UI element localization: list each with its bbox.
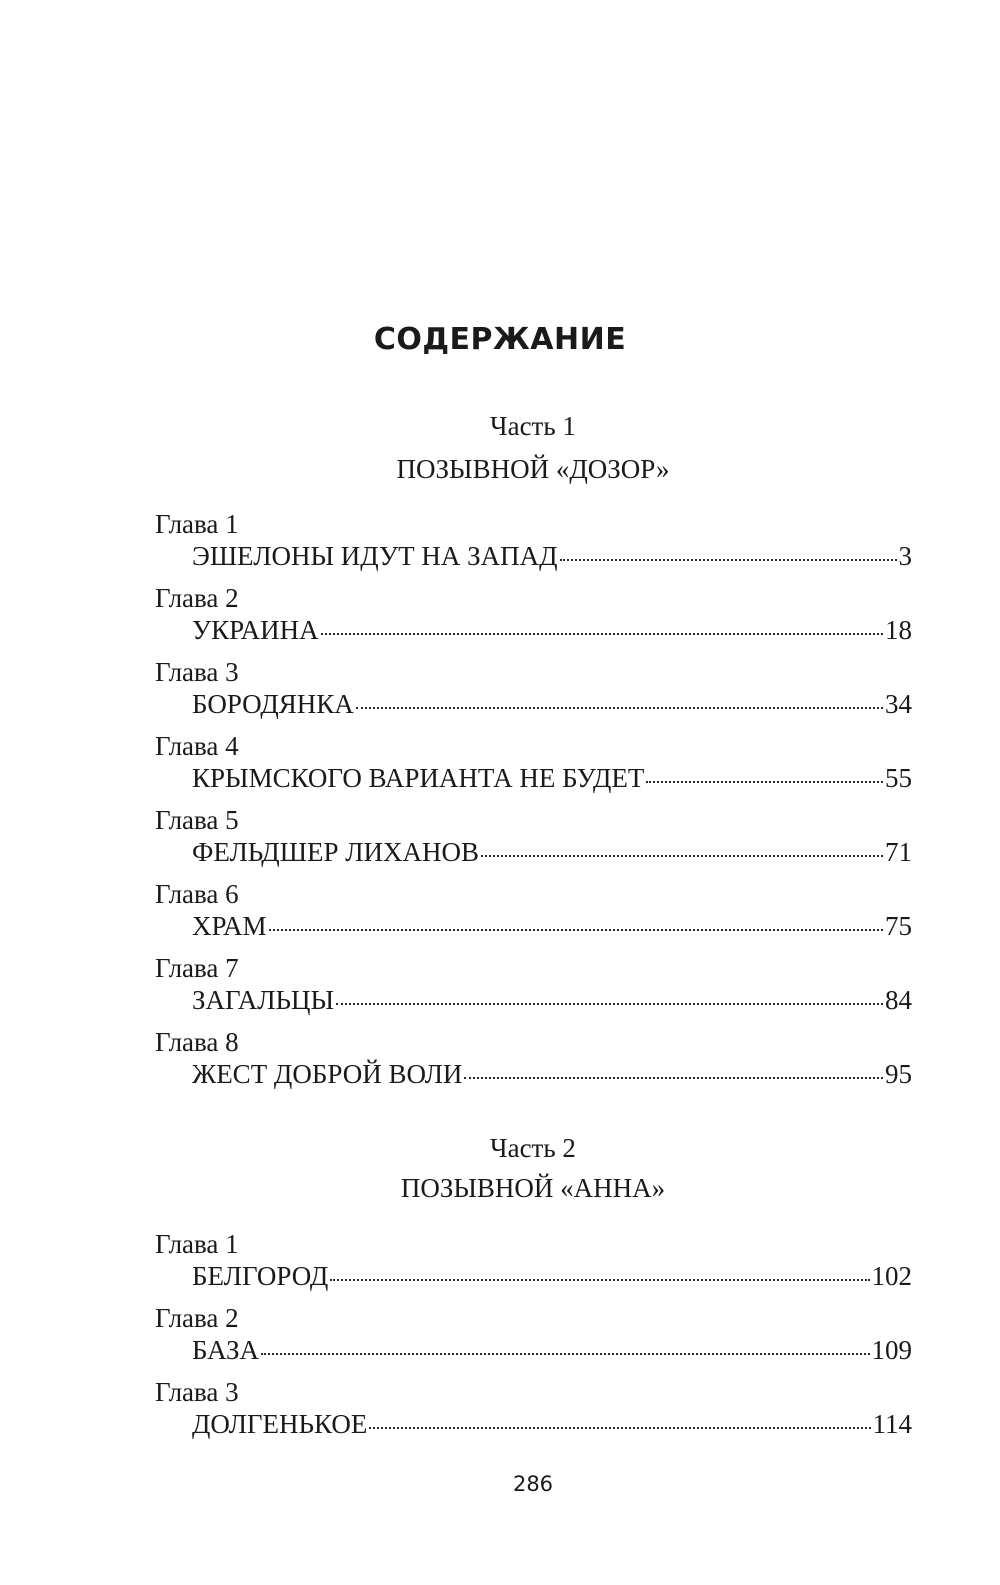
chapter-page-number: 55 xyxy=(885,763,912,793)
part-1-chapter-1-entry[interactable] xyxy=(192,540,912,572)
chapter-page-number: 95 xyxy=(885,1059,912,1089)
part-1-chapter-3-entry[interactable] xyxy=(192,688,912,720)
chapter-title: ХРАМ xyxy=(192,911,267,941)
chapter-title: БОРОДЯНКА xyxy=(192,689,354,719)
part-1-chapter-4-label: Глава 4 xyxy=(155,731,239,761)
dot-leader xyxy=(646,781,883,783)
chapter-title: ФЕЛЬДШЕР ЛИХАНОВ xyxy=(192,837,480,867)
chapter-title: ЭШЕЛОНЫ ИДУТ НА ЗАПАД xyxy=(192,541,558,571)
chapter-title: КРЫМСКОГО ВАРИАНТА НЕ БУДЕТ xyxy=(192,763,645,793)
chapter-page-number: 109 xyxy=(871,1335,912,1365)
dot-leader xyxy=(336,1003,883,1005)
chapter-page-number: 34 xyxy=(885,689,912,719)
chapter-page-number: 18 xyxy=(885,615,912,645)
chapter-page-number: 114 xyxy=(872,1409,912,1439)
part-2-chapter-1-label: Глава 1 xyxy=(155,1229,239,1259)
chapter-page-number: 75 xyxy=(885,911,912,941)
chapter-page-number: 84 xyxy=(885,985,912,1015)
part-2-chapter-2-entry[interactable] xyxy=(192,1334,912,1366)
part-1-chapter-2-entry[interactable] xyxy=(192,614,912,646)
dot-leader xyxy=(369,1427,870,1429)
part-1-chapter-5-entry[interactable] xyxy=(192,836,912,868)
chapter-title: УКРАИНА xyxy=(192,615,319,645)
part-2-number: Часть 2 xyxy=(490,1133,576,1163)
chapter-page-number: 71 xyxy=(885,837,912,867)
part-1-chapter-1-label: Глава 1 xyxy=(155,509,239,539)
chapter-title: БЕЛГОРОД xyxy=(192,1261,329,1291)
part-1-number: Часть 1 xyxy=(490,411,576,441)
page-number: 286 xyxy=(512,1472,554,1496)
part-1-chapter-4-entry[interactable] xyxy=(192,762,912,794)
part-1-chapter-8-entry[interactable] xyxy=(192,1058,912,1090)
part-1-chapter-6-entry[interactable] xyxy=(192,910,912,942)
chapter-title: ЖЕСТ ДОБРОЙ ВОЛИ xyxy=(192,1059,463,1089)
dot-leader xyxy=(464,1077,883,1079)
part-2-chapter-2-label: Глава 2 xyxy=(155,1303,239,1333)
part-1-title: ПОЗЫВНОЙ «ДОЗОР» xyxy=(396,454,670,484)
part-2-chapter-3-entry[interactable] xyxy=(192,1408,912,1440)
chapter-page-number: 102 xyxy=(871,1261,912,1291)
part-2-title: ПОЗЫВНОЙ «АННА» xyxy=(400,1173,666,1203)
dot-leader xyxy=(321,633,883,635)
part-1-chapter-5-label: Глава 5 xyxy=(155,805,239,835)
part-1-chapter-3-label: Глава 3 xyxy=(155,657,239,687)
chapter-title: БАЗА xyxy=(192,1335,259,1365)
dot-leader xyxy=(356,707,883,709)
dot-leader xyxy=(269,929,883,931)
part-1-chapter-8-label: Глава 8 xyxy=(155,1027,239,1057)
chapter-page-number: 3 xyxy=(898,541,912,571)
part-1-chapter-6-label: Глава 6 xyxy=(155,879,239,909)
part-1-chapter-2-label: Глава 2 xyxy=(155,583,239,613)
part-2-chapter-1-entry[interactable] xyxy=(192,1260,912,1292)
part-1-chapter-7-entry[interactable] xyxy=(192,984,912,1016)
part-1-chapter-7-label: Глава 7 xyxy=(155,953,239,983)
chapter-title: ДОЛГЕНЬКОЕ xyxy=(192,1409,368,1439)
dot-leader xyxy=(330,1279,869,1281)
dot-leader xyxy=(560,559,897,561)
chapter-title: ЗАГАЛЬЦЫ xyxy=(192,985,335,1015)
dot-leader xyxy=(481,855,883,857)
toc-title: СОДЕРЖАНИЕ xyxy=(373,322,627,357)
part-2-chapter-3-label: Глава 3 xyxy=(155,1377,239,1407)
dot-leader xyxy=(261,1353,870,1355)
